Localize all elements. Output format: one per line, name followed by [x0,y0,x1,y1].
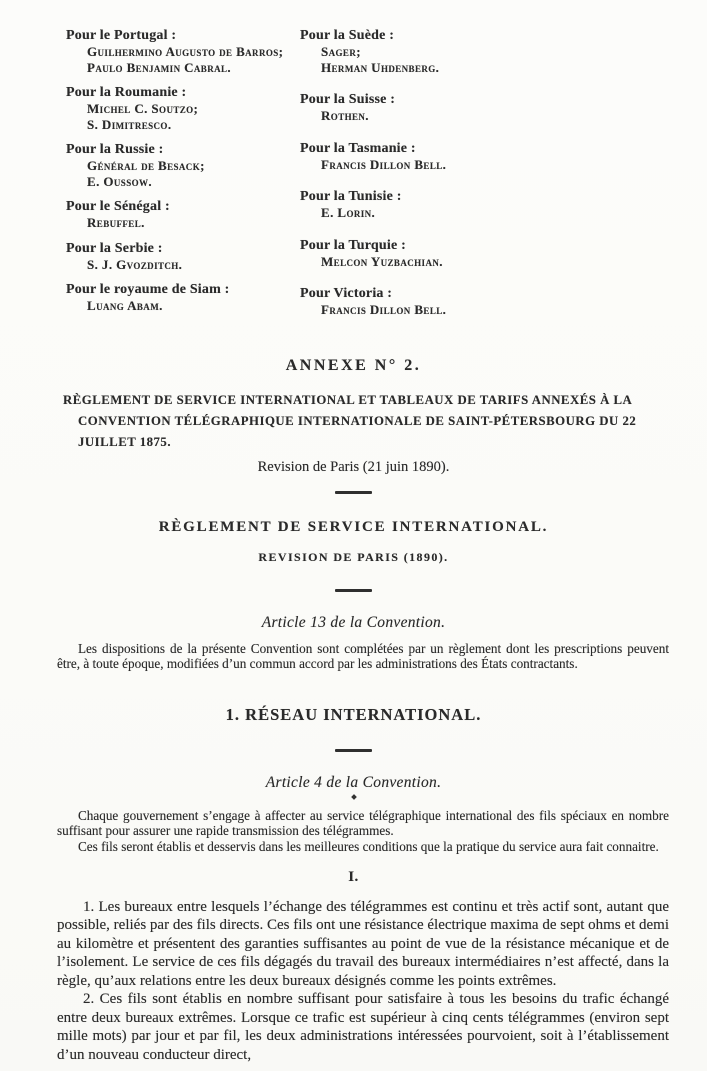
signature-block-russie [66,141,300,189]
signatures-section [0,27,707,334]
signature-block-siam [66,281,300,314]
signatory-name: Général de Besack; [87,158,205,173]
signature-block-victoria [300,285,707,318]
signature-block-suisse [300,91,707,124]
signature-country: Pour le royaume de Siam : [66,282,230,297]
section-divider [335,491,372,494]
signature-country: Pour la Tasmanie : [300,140,416,156]
article4-paragraph: Chaque gouvernement s’engage à affecter au service télégraphique international des fils spéciaux en nombre suffisant pour assurer une rapide transmission des télégrammes. [57,808,669,839]
signature-block-tasmanie [300,140,707,173]
signatory-name: E. Lorin. [321,205,376,220]
signature-block-portugal [66,27,300,75]
signature-block-senegal [66,198,300,231]
annexe-title: ANNEXE N° 2. [285,356,422,374]
part1-title: I. [348,868,359,885]
article13-title: Article 13 de la Convention. [261,613,446,631]
revision-note: Revision de Paris (21 juin 1890). [257,458,450,475]
section-divider [335,589,372,592]
article13-body: Les dispositions de la présente Convention sont complétées par un règlement dont les prescriptions peuvent être, à toute époque, modifiées d’un commun accord par les administrations des États contractants. [57,640,669,671]
signatory-name: S. Dimitresco. [87,116,172,132]
signatory-name: Herman Uhdenberg. [321,59,440,75]
reglement-subtitle: REVISION DE PARIS (1890). [258,549,449,564]
signature-country: Pour la Serbie : [66,240,163,256]
signature-country: Pour Victoria : [300,286,393,301]
signature-country: Pour le Sénégal : [66,199,170,214]
signatory-name: Guilhermino Augusto de Barros; [87,44,284,59]
signatory-name: Luang Abam. [87,298,163,313]
signatory-name: Francis Dillon Bell. [321,302,447,317]
part1-paragraph: 1. Les bureaux entre lesquels l’échange des télégrammes est continu et très actif sont, autant que possible, reliés par des fils directs. Ces fils ont une résistance électrique maxima de sept ohms et demi au kilomètre et présentent des garanties suffisantes au point de vue de la résistance mécanique et de l’isolement. Le service de ces fils dégagés du travail des bureaux intermédiaires n’est affecté, dans la règle, qu’aux relations entre les deux bureaux désignés comme les points extrêmes. [57,898,669,989]
signature-block-tunisie [300,188,707,221]
annexe-heading: RÈGLEMENT DE SERVICE INTERNATIONAL ET TABLEAUX DE TARIFS ANNEXÉS À LA CONVENTION TÉLÉGRAPHIQUE INTERNATIONALE DE SAINT-PÉTERSBOURG DU 22 JUILLET 1875. [63,392,637,449]
article4-title: Article 4 de la Convention. [265,774,442,792]
signature-country: Pour la Suède : [300,28,395,43]
signatures-column-right [300,27,707,334]
signature-country: Pour le Portugal : [66,28,177,43]
signature-country: Pour la Roumanie : [66,85,187,100]
signatory-name: Francis Dillon Bell. [321,156,447,172]
section1-title: 1. RÉSEAU INTERNATIONAL. [225,705,482,725]
signature-block-roumanie [66,84,300,132]
signature-country: Pour la Russie : [66,142,164,157]
printer-ornament [351,794,357,800]
article4-paragraph: Ces fils seront établis et desservis dans les meilleures conditions que la pratique du service aura fait connaitre. [78,838,659,854]
signatory-name: S. J. Gvozditch. [87,256,183,272]
signature-country: Pour la Turquie : [300,237,406,253]
signatory-name: Rebuffel. [87,215,145,230]
signatory-name: Sager; [321,44,361,59]
signatory-name: Melcon Yuzbachian. [321,253,443,269]
signature-country: Pour la Suisse : [300,92,396,107]
signatory-name: Rothen. [321,108,369,123]
signatory-name: Michel C. Soutzo; [87,101,199,116]
signature-block-serbie [66,240,300,273]
signatory-name: Paulo Benjamin Cabral. [87,59,232,75]
signatory-name: E. Oussow. [87,173,153,189]
signature-country: Pour la Tunisie : [300,189,402,204]
section-divider [335,749,372,752]
signatures-column-left [0,27,300,334]
signature-block-turquie [300,237,707,270]
signature-block-suede [300,27,707,75]
part1-paragraph: 2. Ces fils sont établis en nombre suffisant pour satisfaire à tous les besoins du trafic échangé entre deux bureaux extrêmes. Lorsque ce trafic est supérieur à cinq cents télégrammes (environ sept mille mots) par jour et par fil, les deux administrations intéressées pourvoient, soit à l’établissement d’un nouveau conducteur direct, [57,991,669,1063]
reglement-title: RÈGLEMENT DE SERVICE INTERNATIONAL. [158,518,549,535]
